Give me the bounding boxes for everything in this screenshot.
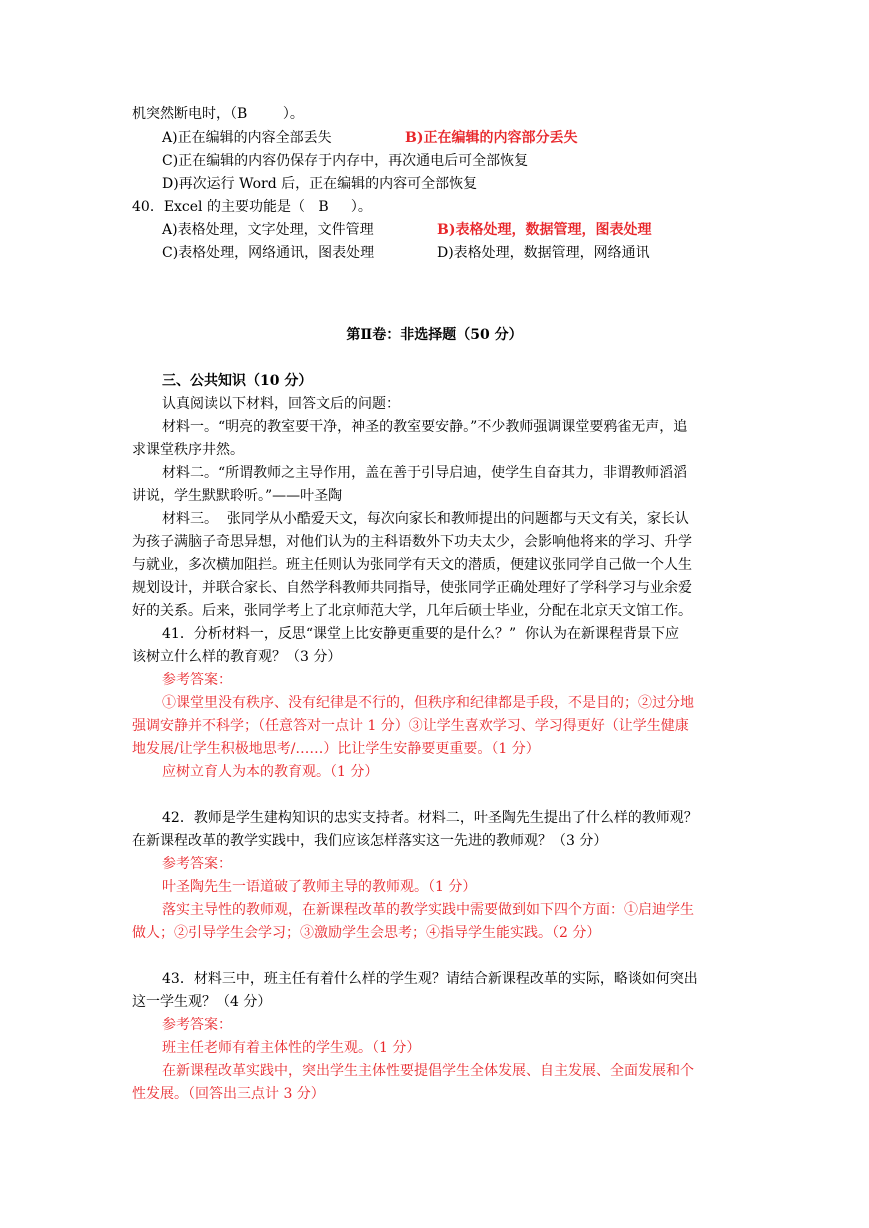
material3-line4: 规划设计，并联合家长、自然学科教师共同指导，使张同学正确处理好了学科学习与业余爱 — [132, 580, 692, 596]
q42-line2: 在新课程改革的教学实践中，我们应该怎样落实这一先进的教师观？（3 分） — [132, 833, 608, 849]
q43-answer-line3: 性发展。（回答出三点计 3 分） — [132, 1086, 325, 1102]
material2-line1: 材料二。“所谓教师之主导作用，盖在善于引导启迪，使学生自奋其力，非谓教师滔滔 — [162, 465, 688, 481]
q41-line2: 该树立什么样的教育观？（3 分） — [132, 649, 342, 665]
q39-option-c: C)正在编辑的内容仍保存于内存中，再次通电后可全部恢复 — [162, 153, 529, 169]
q41-line1: 41．分析材料一，反思“课堂上比安静更重要的是什么？” 你认为在新课程背景下应 — [162, 626, 680, 642]
part2-title: 第Ⅱ卷：非选择题（50 分） — [346, 327, 523, 343]
section3-instruction: 认真阅读以下材料，回答文后的问题： — [162, 396, 400, 412]
q40-option-a: A)表格处理，文字处理，文件管理 — [162, 222, 374, 238]
q42-answer-line3: 做人；②引导学生会学习；③激励学生会思考；④指导学生能实践。（2 分） — [132, 925, 601, 941]
q43-line2: 这一学生观？（4 分） — [132, 994, 272, 1010]
q39-stem-tail: 机突然断电时，（B ）。 — [132, 106, 304, 122]
q43-answer-line1: 班主任老师有着主体性的学生观。（1 分） — [162, 1040, 421, 1056]
q40-stem: 40．Excel 的主要功能是（ B ）。 — [132, 199, 372, 215]
q43-answer-line2: 在新课程改革实践中，突出学生主体性要提倡学生全体发展、自主发展、全面发展和个 — [162, 1063, 694, 1079]
q41-answer-line4: 应树立育人为本的教育观。（1 分） — [162, 764, 379, 780]
q39-option-d: D)再次运行 Word 后，正在编辑的内容可全部恢复 — [162, 176, 478, 192]
q43-reference-label: 参考答案： — [162, 1017, 232, 1033]
material2-line2: 讲说，学生默默聆听。”——叶圣陶 — [132, 488, 343, 504]
section3-heading: 三、公共知识（10 分） — [162, 373, 313, 389]
q40-option-b-answer: B)表格处理，数据管理，图表处理 — [437, 222, 652, 238]
material3-line2: 为孩子满脑子奇思异想，对他们认为的主科语数外下功夫太少，会影响他将来的学习、升学 — [132, 534, 692, 550]
q42-line1: 42．教师是学生建构知识的忠实支持者。材料二，叶圣陶先生提出了什么样的教师观？ — [162, 810, 698, 826]
q39-option-b-answer: B)正在编辑的内容部分丢失 — [405, 130, 578, 146]
material3-line5: 好的关系。后来，张同学考上了北京师范大学，几年后硕士毕业，分配在北京天文馆工作。 — [132, 603, 692, 619]
q39-option-a: A)正在编辑的内容全部丢失 — [162, 130, 332, 146]
q41-answer-line1: ①课堂里没有秩序、没有纪律是不行的，但秩序和纪律都是手段，不是目的；②过分地 — [162, 695, 694, 711]
q42-answer-line2: 落实主导性的教师观，在新课程改革的教学实践中需要做到如下四个方面：①启迪学生 — [162, 902, 694, 918]
material3-line3: 与就业，多次横加阻拦。班主任则认为张同学有天文的潜质，便建议张同学自己做一个人生 — [132, 557, 692, 573]
q43-line1: 43．材料三中，班主任有着什么样的学生观？请结合新课程改革的实际，略谈如何突出 — [162, 971, 698, 987]
q41-answer-line3: 地发展/让学生积极地思考/……）比让学生安静要更重要。（1 分） — [132, 741, 540, 757]
q40-option-d: D)表格处理，数据管理，网络通讯 — [437, 245, 650, 261]
q42-reference-label: 参考答案： — [162, 856, 232, 872]
material1-line1: 材料一。“明亮的教室要干净，神圣的教室要安静。”不少教师强调课堂要鸦雀无声，追 — [162, 419, 688, 435]
q40-option-c: C)表格处理，网络通讯，图表处理 — [162, 245, 375, 261]
q41-reference-label: 参考答案： — [162, 672, 232, 688]
material1-line2: 求课堂秩序井然。 — [132, 442, 244, 458]
q41-answer-line2: 强调安静并不科学；（任意答对一点计 1 分）③让学生喜欢学习、学习得更好（让学生健康 — [132, 718, 689, 734]
material3-line1: 材料三。 张同学从小酷爱天文，每次向家长和教师提出的问题都与天文有关，家长认 — [162, 511, 689, 527]
q42-answer-line1: 叶圣陶先生一语道破了教师主导的教师观。（1 分） — [162, 879, 477, 895]
